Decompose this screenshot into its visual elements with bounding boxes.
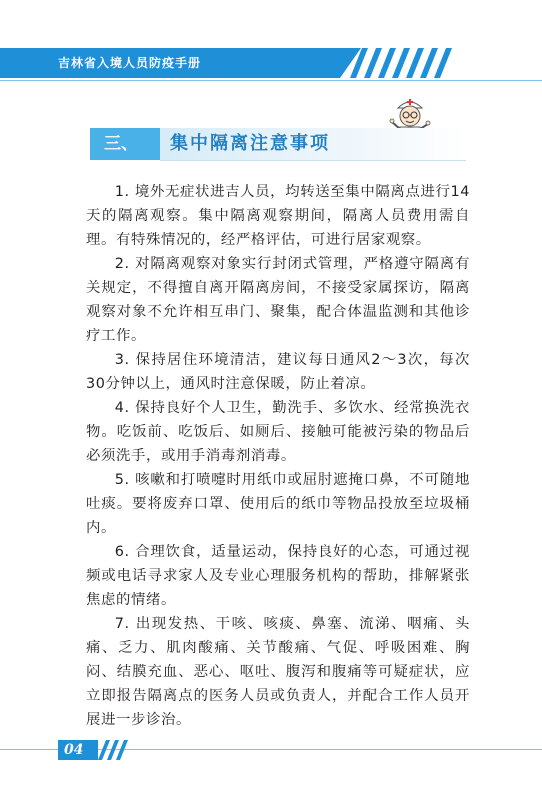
paragraph-6: 6. 合理饮食，适量运动，保持良好的心态，可通过视频或电话寻求家人及专业心理服务机构的帮助，排解紧张焦虑的情绪。: [86, 544, 470, 608]
body-text: [86, 180, 470, 732]
footer-stripes-decoration: [98, 740, 132, 760]
section-title: 集中隔离注意事项: [170, 133, 330, 154]
paragraph-2: 2. 对隔离观察对象实行封闭式管理，严格遵守隔离有关规定，不得擅自离开隔离房间，不接受家属探访，隔离观察对象不允许相互串门、聚集，配合体温监测和其他诊疗工作。: [86, 256, 470, 344]
paragraph-4: 4. 保持良好个人卫生，勤洗手、多饮水、经常换洗衣物。吃饭前、吃饭后、如厕后、接触可能被污染的物品后必须洗手，或用手消毒剂消毒。: [86, 400, 470, 464]
page-number: 04: [64, 742, 84, 758]
section-heading: [90, 128, 466, 160]
header-title: 吉林省入境人员防疫手册: [58, 56, 202, 70]
paragraph-3: 3. 保持居住环境清洁，建议每日通风2～3次，每次30分钟以上，通风时注意保暖，防止着凉。: [86, 352, 470, 392]
paragraph-1: 1. 境外无症状进吉人员，均转送至集中隔离点进行14天的隔离观察。集中隔离观察期间，隔离人员费用需自理。有特殊情况的，经严格评估，可进行居家观察。: [86, 184, 470, 248]
paragraph-5: 5. 咳嗽和打喷嚏时用纸巾或屈肘遮掩口鼻，不可随地吐痰。要将废弃口罩、使用后的纸巾等物品投放至垃圾桶内。: [86, 472, 470, 536]
header-stripes-decoration: [350, 48, 540, 78]
header-divider: [0, 80, 542, 81]
paragraph-7: 7. 出现发热、干咳、咳痰、鼻塞、流涕、咽痛、头痛、乏力、肌肉酸痛、关节酸痛、气促、呼吸困难、胸闷、结膜充血、恶心、呕吐、腹泻和腹痛等可疑症状，应立即报告隔离点的医务人员或负责人，并配合工作人员开展进一步诊治。: [86, 616, 470, 728]
section-number: 三、: [104, 134, 138, 154]
